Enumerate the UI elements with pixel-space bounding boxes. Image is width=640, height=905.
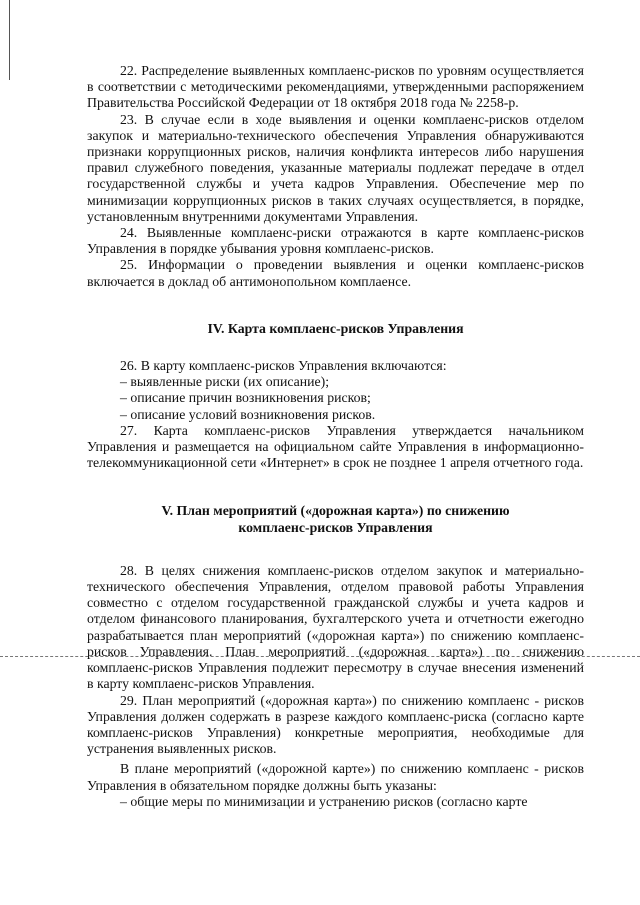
list-item-risks: – выявленные риски (их описание); <box>120 374 330 390</box>
section-5-heading <box>87 503 584 535</box>
list-item-causes: – описание причин возникновения рисков; <box>120 390 371 406</box>
paragraph-22: 22. Распределение выявленных комплаенс-рисков по уровням осуществляется в соответствии с методическими рекомендациями, утвержденными распоряжением Правительства Российской Федерации от 18 октября 2018 года № 2258-р. <box>87 63 584 111</box>
margin-line <box>9 0 10 80</box>
list-item-conditions: – описание условий возникновения рисков. <box>120 406 376 422</box>
paragraph-27: 27. Карта комплаенс-рисков Управления утверждается начальником Управления и размещается на официальном сайте Управления в информационно-телекоммуникационной сети «Интернет» в срок не позднее 1 апреля отчетного года. <box>87 422 584 471</box>
paragraph-28: 28. В целях снижения комплаенс-рисков отделом закупок и материально-технического обеспечения Управления, отделом правовой работы Управления совместно с отделом государственной гражданской службы и учета кадров и отделом финансового планирования, бухгалтерского учета и отчетности ежегодно разрабатывается план мероприятий («дорожная карта») по снижению комплаенс-рисков Управления. План мероприятий («дорожная карта») по снижению комплаенс-рисков Управления подлежит пересмотру в случае внесения изменений в карту комплаенс-рисков Управления. <box>87 562 584 692</box>
document-page <box>87 63 584 810</box>
section-4-heading: IV. Карта комплаенс-рисков Управления <box>207 320 464 336</box>
paragraph-24: 24. Выявленные комплаенс-риски отражаются в карте комплаенс-рисков Управления в порядке убывания уровня комплаенс-рисков. <box>87 225 584 257</box>
paragraph-23: 23. В случае если в ходе выявления и оценки комплаенс-рисков отделом закупок и материально-технического обеспечения Управления обнаруживаются признаки коррупционных рисков, наличия конфликта интересов либо нарушения правил служебного поведения, указанные материалы подлежат передаче в отдел государственной службы и учета кадров Управления. Обеспечение мер по минимизации коррупционных рисков в таких случаях осуществляется, в порядке, установленным внутренними документами Управления. <box>87 111 584 224</box>
section-5-heading-line-2: комплаенс-рисков Управления <box>238 519 433 535</box>
paragraph-29: 29. План мероприятий («дорожная карта») по снижению комплаенс - рисков Управления должен содержать в разрезе каждого комплаенс-риска (согласно карте комплаенс-рисков Управления) конкретные мероприятия, необходимые для устранения выявленных рисков. <box>87 692 584 757</box>
section-5-heading-line-1: V. План мероприятий («дорожная карта») по снижению <box>161 503 510 519</box>
paragraph-plan-requirements: В плане мероприятий («дорожной карте») по снижению комплаенс - рисков Управления в обязательном порядке должны быть указаны: <box>87 761 584 793</box>
paragraph-25: 25. Информации о проведении выявления и оценки комплаенс-рисков включается в доклад об антимонопольном комплаенсе. <box>87 257 584 289</box>
paragraph-26: 26. В карту комплаенс-рисков Управления включаются: <box>120 358 447 374</box>
paragraph-general-measures: – общие меры по минимизации и устранению рисков (согласно карте <box>120 793 528 809</box>
